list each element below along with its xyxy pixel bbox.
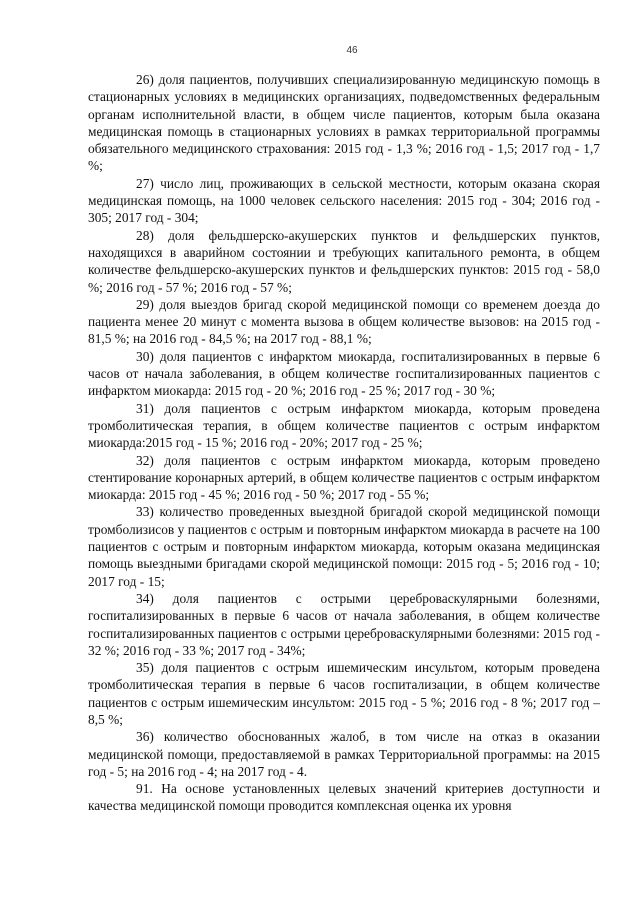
document-body bbox=[88, 71, 600, 815]
paragraph-item-27: 27) число лиц, проживающих в сельской местности, которым оказана скорая медицинская помощь, на 1000 человек сельского населения: 2015 год - 304; 2016 год - 305; 2017 год - 304; bbox=[88, 175, 600, 226]
paragraph-item-29: 29) доля выездов бригад скорой медицинской помощи со временем доезда до пациента менее 20 минут с момента вызова в общем количестве вызовов: на 2015 год - 81,5 %; на 2016 год - 84,5 %; на 2017 год - 88,1 %; bbox=[88, 296, 600, 347]
paragraph-item-34: 34) доля пациентов с острыми цереброваскулярными болезнями, госпитализированных в первые 6 часов от начала заболевания, в общем количестве госпитализированных пациентов с острыми цереброваскулярными болезнями: 2015 год - 32 %; 2016 год - 33 %; 2017 год - 34%; bbox=[88, 590, 600, 658]
paragraph-item-30: 30) доля пациентов с инфарктом миокарда, госпитализированных в первые 6 часов от начала заболевания, в общем количестве госпитализированных пациентов с инфарктом миокарда: 2015 год - 20 %; 2016 год - 25 %; 2017 год - 30 %; bbox=[88, 348, 600, 399]
paragraph-item-35: 35) доля пациентов с острым ишемическим инсультом, которым проведена тромболитическая терапия в первые 6 часов госпитализации, в общем количестве пациентов с острым ишемическим инсультом: 2015 год - 5 %; 2016 год - 8 %; 2017 год – 8,5 %; bbox=[88, 660, 600, 727]
page-number: 46 bbox=[346, 45, 358, 56]
paragraph-item-31: 31) доля пациентов с острым инфарктом миокарда, которым проведена тромболитическая терапия, в общем количестве пациентов с острым инфарктом миокарда:2015 год - 15 %; 2016 год - 20%; 2017 год - 25 %; bbox=[88, 400, 600, 451]
paragraph-item-33: 33) количество проведенных выездной бригадой скорой медицинской помощи тромболизисов у пациентов с острым и повторным инфарктом миокарда в расчете на 100 пациентов с острым и повторным инфарктом миокарда, которым оказана медицинская помощь выездными бригадами скорой медицинской помощи: 2015 год - 5; 2016 год - 10; 2017 год - 15; bbox=[88, 504, 600, 589]
paragraph-item-36: 36) количество обоснованных жалоб, в том числе на отказ в оказании медицинской помощи, предоставляемой в рамках Территориальной программы: на 2015 год - 5; на 2016 год - 4; на 2017 год - 4. bbox=[88, 729, 600, 779]
paragraph-section-91: 91. На основе установленных целевых значений критериев доступности и качества медицинской помощи проводится комплексная оценка их уровня bbox=[88, 781, 600, 814]
paragraph-item-32: 32) доля пациентов с острым инфарктом миокарда, которым проведено стентирование коронарных артерий, в общем количестве пациентов с острым инфарктом миокарда: 2015 год - 45 %; 2016 год - 50 %; 2017 год - 55 %; bbox=[88, 452, 600, 503]
paragraph-item-26: 26) доля пациентов, получивших специализированную медицинскую помощь в стационарных условиях в медицинских организациях, подведомственных федеральным органам исполнительной власти, в общем числе пациентов, которым была оказана медицинская помощь в стационарных условиях в рамках территориальной программы обязательного медицинского страхования: 2015 год - 1,3 %; 2016 год - 1,5; 2017 год - 1,7 %; bbox=[88, 72, 600, 174]
paragraph-item-28: 28) доля фельдшерско-акушерских пунктов и фельдшерских пунктов, находящихся в аварийном состоянии и требующих капитального ремонта, в общем количестве фельдшерско-акушерских пунктов и фельдшерских пунктов: 2015 год - 58,0 %; 2016 год - 57 %; 2016 год - 57 %; bbox=[88, 227, 600, 295]
